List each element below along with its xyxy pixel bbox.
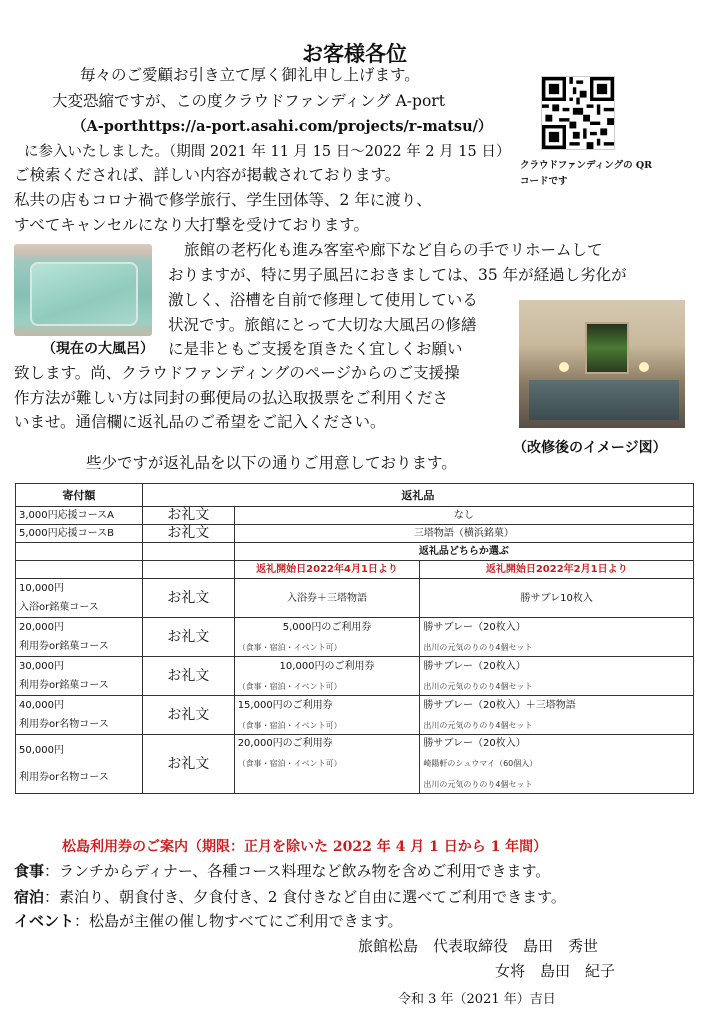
meal-label: 食事 xyxy=(14,862,45,880)
gift-50000-a-note: （食事・宿泊・イベント可） xyxy=(237,759,342,768)
stay-label: 宿泊 xyxy=(14,888,45,906)
signature-okami: 女将 島田 紀子 xyxy=(495,962,616,980)
thanks-letter: お礼文 xyxy=(142,507,234,525)
choose-one-header: 返礼品どちらか選ぶ xyxy=(234,543,693,561)
body-line-4: 状況です。旅館にとって大切な大風呂の修繕 xyxy=(168,316,477,334)
current-bath-caption: （現在の大風呂） xyxy=(42,341,154,357)
amount-40000: 40,000円 xyxy=(19,700,64,711)
project-url[interactable]: （A-porthttps://a-port.asahi.com/projects/r-matsu/） xyxy=(72,118,493,135)
gift-50000-a: 20,000円のご利用券 xyxy=(237,738,333,749)
start-date-april: 返礼開始日2022年4月1日より xyxy=(234,561,420,579)
amount-30000: 30,000円 xyxy=(19,661,64,672)
header-amount: 寄付額 xyxy=(16,484,143,507)
intro-line-7: すべてキャンセルになり大打撃を受けております。 xyxy=(14,216,369,234)
gift-20000-a-note: （食事・宿泊・イベント可） xyxy=(237,642,342,652)
course-10000: 入浴or銘菓コース xyxy=(19,602,99,613)
course-40000: 利用券or名物コース xyxy=(19,719,109,730)
meal-line xyxy=(14,860,550,882)
gift-20000-b: 勝サブレー（20枚入） xyxy=(423,621,526,633)
header-gift: 返礼品 xyxy=(142,484,693,507)
returns-intro: 些少ですが返礼品を以下の通りご用意しております。 xyxy=(86,454,457,472)
gift-10000-a: 入浴券＋三塔物語 xyxy=(234,579,420,618)
intro-line-4: に参入いたしました。（期間 2021 年 11 月 15 日～2022 年 2 月 15 日） xyxy=(24,144,511,160)
body-line-2: おりますが、特に男子風呂におきましては、35 年が経過し劣化が xyxy=(168,266,627,284)
course-50000: 利用券or名物コース xyxy=(19,772,109,783)
event-text: ：松島が主催の催し物すべてにご利用できます。 xyxy=(74,912,403,930)
gift-40000-a-note: （食事・宿泊・イベント可） xyxy=(237,720,342,730)
intro-line-2: 大変恐縮ですが、この度クラウドファンディング A-port xyxy=(52,92,445,110)
amount-10000: 10,000円 xyxy=(19,583,64,594)
amount-20000: 20,000円 xyxy=(19,622,64,633)
thanks-letter: お礼文 xyxy=(142,525,234,543)
stay-line xyxy=(14,886,566,908)
thanks-letter: お礼文 xyxy=(142,579,234,618)
qr-caption: クラウドファンディングの QR コードです xyxy=(520,160,653,187)
issue-date: 令和 3 年（2021 年）吉日 xyxy=(398,992,556,1007)
body-line-3: 激しく、浴槽を自前で修理して使用している xyxy=(168,291,478,309)
row-b-gift: 三塔物語（横浜銘菓） xyxy=(234,525,693,543)
intro-line-1: 毎々のご愛顧お引き立て厚く御礼申し上げます。 xyxy=(80,66,420,84)
amount-50000: 50,000円 xyxy=(19,745,64,756)
gift-20000-b-note: 出川の元気のりのり4個セット xyxy=(423,642,533,652)
gift-40000-a: 15,000円のご利用券 xyxy=(237,699,333,711)
gift-50000-b1: 勝サブレー（20枚入） xyxy=(423,738,526,749)
gift-50000-b3: 出川の元気のりのり4個セット xyxy=(423,780,533,789)
gift-40000-b: 勝サブレー（20枚入）＋三塔物語 xyxy=(423,699,576,711)
gift-10000-b: 勝サブレ10枚入 xyxy=(420,579,694,618)
gift-30000-b-note: 出川の元気のりのり4個セット xyxy=(423,681,533,691)
intro-line-6: 私共の店もコロナ禍で修学旅行、学生団体等、2 年に渡り、 xyxy=(14,191,432,209)
renovation-caption: （改修後のイメージ図） xyxy=(513,440,667,456)
stay-text: ：素泊り、朝食付き、夕食付き、2 食付きなど自由に選べてご利用できます。 xyxy=(44,888,566,906)
gift-20000-a: 5,000円のご利用券 xyxy=(282,621,372,633)
renovation-image xyxy=(519,300,685,428)
thanks-letter: お礼文 xyxy=(142,657,234,696)
qr-code-icon[interactable] xyxy=(541,76,615,150)
body-line-5: に是非ともご支援を頂きたく宜しくお願い xyxy=(168,340,463,358)
event-line xyxy=(14,910,403,932)
gift-30000-a-note: （食事・宿泊・イベント可） xyxy=(237,681,342,691)
gift-40000-b-note: 出川の元気のりのり4個セット xyxy=(423,720,533,730)
course-20000: 利用券or銘菓コース xyxy=(19,641,109,652)
course-30000: 利用券or銘菓コース xyxy=(19,680,109,691)
row-b-amount: 5,000円応援コースB xyxy=(16,525,143,543)
gift-50000-b2: 崎陽軒のシュウマイ（60個入） xyxy=(423,759,538,768)
row-a-gift: なし xyxy=(234,507,693,525)
body-line-7: 作方法が難しい方は同封の郵便局の払込取扱票をご利用くださ xyxy=(14,389,449,407)
event-label: イベント xyxy=(14,912,75,930)
signature-owner: 旅館松島 代表取締役 島田 秀世 xyxy=(358,937,599,955)
current-bath-photo xyxy=(14,244,152,336)
start-date-february: 返礼開始日2022年2月1日より xyxy=(420,561,694,579)
intro-line-5: ご検索くだされば、詳しい内容が掲載されております。 xyxy=(14,166,401,184)
row-a-amount: 3,000円応援コースA xyxy=(16,507,143,525)
page-title: お客様各位 xyxy=(302,41,407,66)
body-line-8: いませ。通信欄に返礼品のご希望をご記入ください。 xyxy=(14,413,386,431)
gift-30000-b: 勝サブレー（20枚入） xyxy=(423,660,526,672)
thanks-letter: お礼文 xyxy=(142,735,234,794)
returns-table xyxy=(15,483,694,794)
meal-text: ：ランチからディナー、各種コース料理など飲み物を含めご利用できます。 xyxy=(44,862,551,880)
gift-30000-a: 10,000円のご利用券 xyxy=(279,660,375,672)
voucher-title: 松島利用券のご案内（期限：正月を除いた 2022 年 4 月 1 日から 1 年間） xyxy=(62,839,548,855)
body-line-6: 致します。尚、クラウドファンディングのページからのご支援操 xyxy=(14,364,460,382)
body-line-1: 旅館の老朽化も進み客室や廊下など自らの手でリホームして xyxy=(184,241,603,259)
thanks-letter: お礼文 xyxy=(142,696,234,735)
thanks-letter: お礼文 xyxy=(142,618,234,657)
